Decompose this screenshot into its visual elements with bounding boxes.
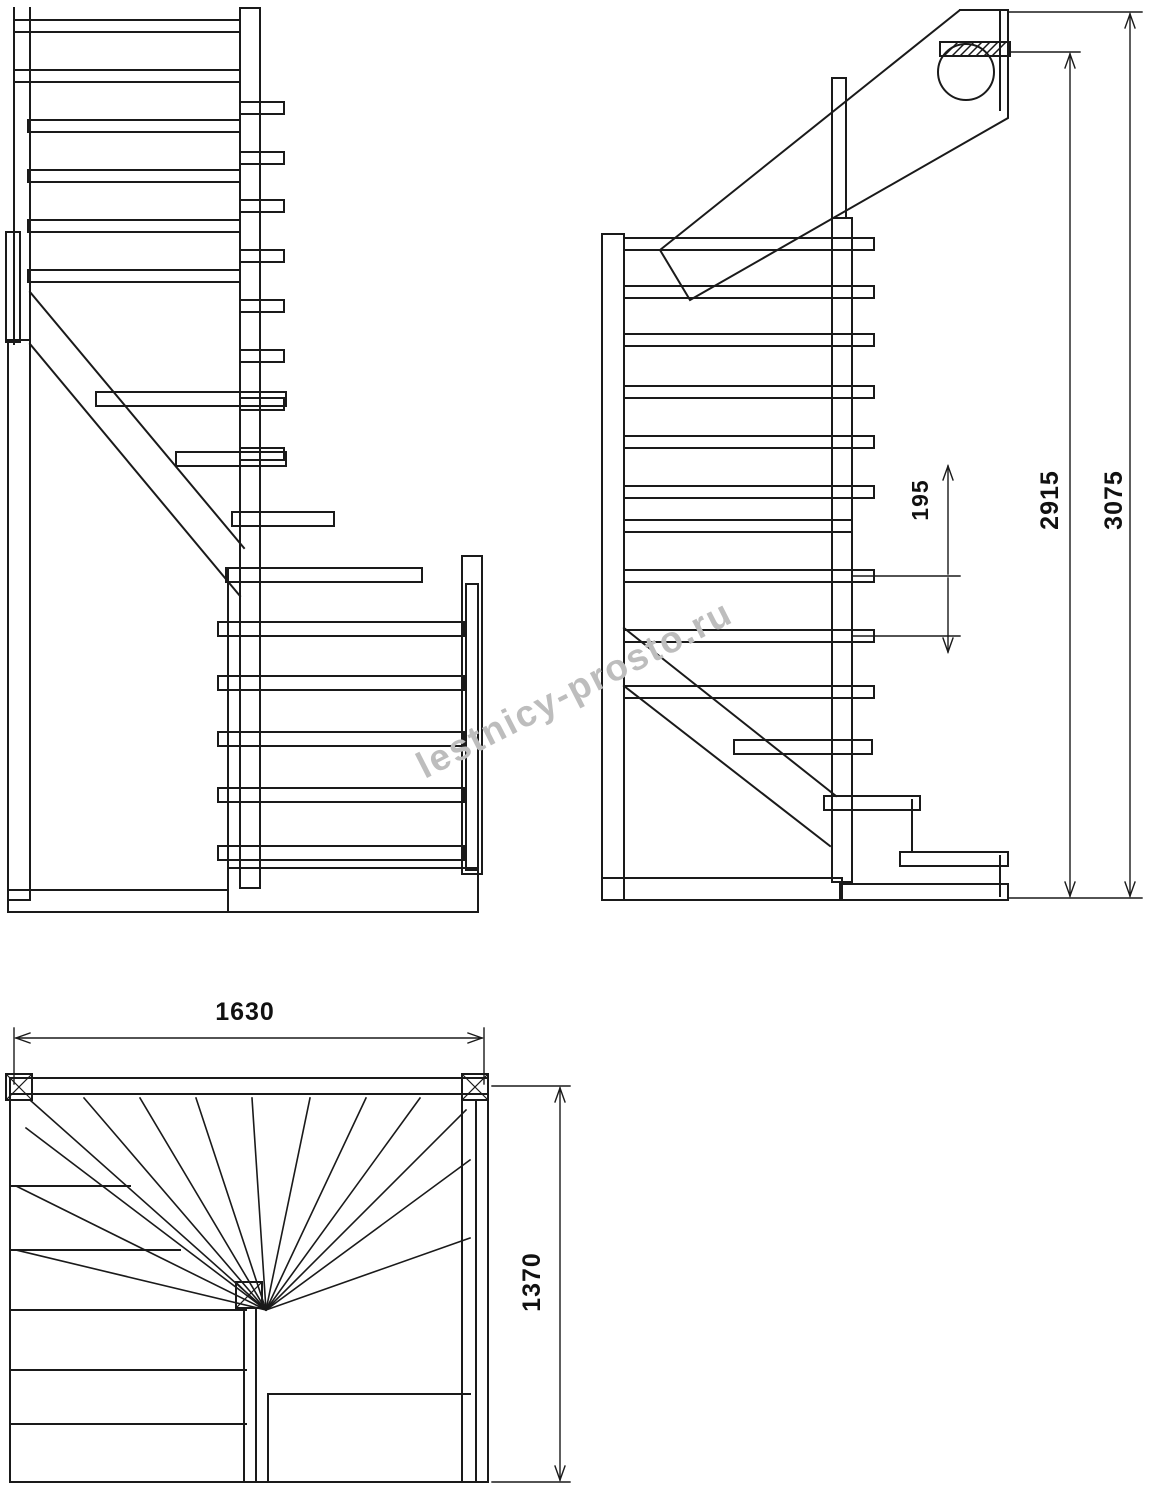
front-elevation-view — [6, 8, 482, 912]
dimension-plan-width: 1630 — [215, 998, 275, 1026]
watermark: lestnicy-prosto.ru — [409, 591, 739, 787]
vertical-dimensions — [852, 12, 1142, 898]
dimension-total-height: 3075 — [1100, 470, 1128, 530]
dimension-plan-depth: 1370 — [518, 1252, 546, 1312]
top-plan-view — [6, 1074, 488, 1482]
dimension-riser-height: 195 — [907, 479, 933, 521]
dimension-floor-height: 2915 — [1036, 470, 1064, 530]
side-elevation-view — [602, 10, 1010, 900]
